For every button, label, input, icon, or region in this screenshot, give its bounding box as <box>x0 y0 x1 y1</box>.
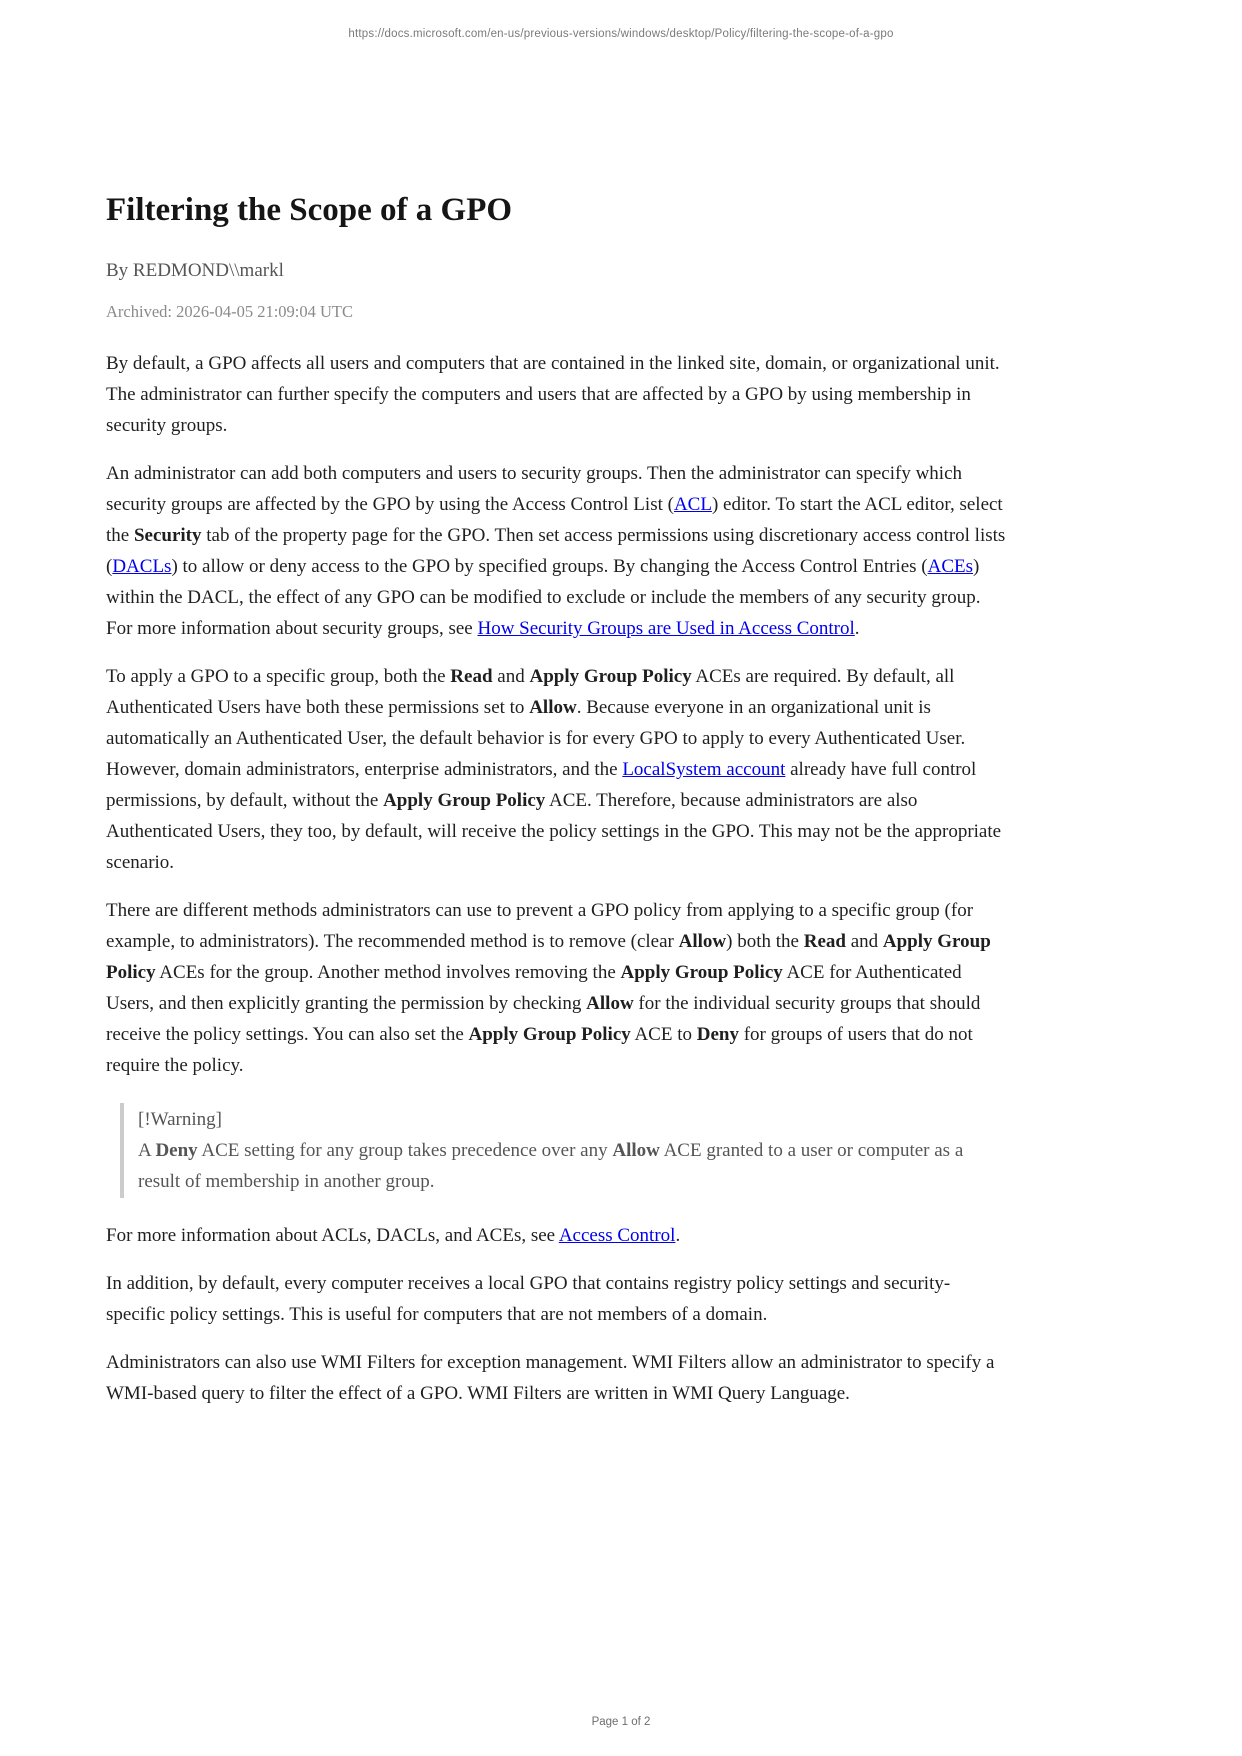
bold-text: Apply Group Policy <box>106 930 991 983</box>
text-run: An administrator can add both computers and users to security groups. Then the administrator can specify which security groups are affected by the GPO by using the Access Control List ( <box>106 462 963 515</box>
inline-link[interactable]: ACL <box>673 493 712 515</box>
inline-link[interactable]: ACEs <box>927 555 973 577</box>
text-run: ) to allow or deny access to the GPO by specified groups. By changing the Access Control Entries ( <box>171 555 928 577</box>
bold-text: Read <box>803 930 846 952</box>
bold-text: Apply Group Policy <box>529 665 692 687</box>
inline-link[interactable]: Access Control <box>558 1224 676 1246</box>
bold-text: Apply Group Policy <box>468 1023 631 1045</box>
text-run: ) editor. To start the ACL editor, select the <box>106 493 1003 546</box>
text-run: For more information about ACLs, DACLs, and ACEs, see <box>106 1224 559 1246</box>
bold-text: Allow <box>678 930 727 952</box>
text-run: There are different methods administrators can use to prevent a GPO policy from applying to a specific group (for example, to administrators). The recommended method is to remove (clear <box>106 899 974 952</box>
bold-text: Allow <box>586 992 634 1014</box>
paragraph-wmi-filters <box>106 1347 1006 1409</box>
inline-link[interactable]: LocalSystem account <box>622 758 786 780</box>
text-run: To apply a GPO to a specific group, both the <box>106 665 451 687</box>
text-run: ACE granted to a user or computer as a result of membership in another group. <box>138 1139 964 1192</box>
paragraph-acl-editor <box>106 458 1006 644</box>
page-indicator: Page 1 of 2 <box>591 1716 651 1728</box>
text-run: ACEs for the group. Another method involves removing the <box>155 961 621 983</box>
bold-text: Read <box>450 665 493 687</box>
text-run: In addition, by default, every computer receives a local GPO that contains registry policy settings and security-specific policy settings. This is useful for computers that are not members of a domain. <box>106 1272 951 1325</box>
warning-blockquote <box>120 1103 1006 1198</box>
text-run: ACEs are required. By default, all Authenticated Users have both these permissions set to <box>106 665 955 718</box>
inline-link[interactable]: DACLs <box>112 555 172 577</box>
text-run: By default, a GPO affects all users and computers that are contained in the linked site, domain, or organizational unit. The administrator can further specify the computers and users that are affected by a GPO by using membership in security groups. <box>106 352 1000 436</box>
bold-text: Apply Group Policy <box>620 961 783 983</box>
bold-text: Deny <box>696 1023 739 1045</box>
text-run: ACE. Therefore, because administrators are also Authenticated Users, they too, by default, will receive the policy settings in the GPO. This may not be the appropriate scenario. <box>106 789 1002 873</box>
text-run: ) within the DACL, the effect of any GPO can be modified to exclude or include the members of any security group. For more information about security groups, see <box>106 555 981 639</box>
text-run: already have full control permissions, by default, without the <box>106 758 977 811</box>
paragraph-methods <box>106 895 1006 1081</box>
text-run: for the individual security groups that should receive the policy settings. You can also set the <box>106 992 981 1045</box>
text-run: . <box>854 617 860 639</box>
text-run: ) both the <box>726 930 804 952</box>
bold-text: Security <box>133 524 202 546</box>
paragraph-more-info <box>106 1220 1006 1251</box>
text-run: for groups of users that do not require the policy. <box>106 1023 973 1076</box>
paragraph-local-gpo <box>106 1268 1006 1330</box>
article <box>106 192 1006 1426</box>
text-run: Administrators can also use WMI Filters for exception management. WMI Filters allow an administrator to specify a WMI-based query to filter the effect of a GPO. WMI Filters are written in WMI Query Language. <box>106 1351 995 1404</box>
text-run: ACE to <box>630 1023 697 1045</box>
text-run: A <box>138 1139 156 1161</box>
text-run: . Because everyone in an organizational unit is automatically an Authenticated User, the default behavior is for every GPO to apply to every Authenticated User. However, domain administrators, enterprise administrators, and the <box>106 696 966 780</box>
paragraph-intro <box>106 348 1006 441</box>
text-run: ACE setting for any group takes precedence over any <box>197 1139 613 1161</box>
bold-text: Apply Group Policy <box>383 789 546 811</box>
page-title: Filtering the Scope of a GPO <box>106 192 513 228</box>
bold-text: Allow <box>612 1139 660 1161</box>
paragraph-apply-gpo <box>106 661 1006 878</box>
text-run: tab of the property page for the GPO. Then set access permissions using discretionary access control lists ( <box>106 524 1006 577</box>
source-url: https://docs.microsoft.com/en-us/previous-versions/windows/desktop/Policy/filtering-the-scope-of-a-gpo <box>348 28 894 40</box>
text-run: . <box>675 1224 681 1246</box>
archived-timestamp: Archived: 2026-04-05 21:09:04 UTC <box>106 301 354 321</box>
text-run: and <box>845 930 883 952</box>
inline-link[interactable]: How Security Groups are Used in Access Control <box>477 617 855 639</box>
warning-label: [!Warning] <box>138 1108 222 1130</box>
warning-text <box>138 1135 1006 1197</box>
bold-text: Allow <box>529 696 577 718</box>
bold-text: Deny <box>155 1139 198 1161</box>
byline: By REDMOND\\markl <box>106 259 284 281</box>
text-run: and <box>492 665 530 687</box>
text-run: ACE for Authenticated Users, and then explicitly granting the permission by checking <box>106 961 962 1014</box>
